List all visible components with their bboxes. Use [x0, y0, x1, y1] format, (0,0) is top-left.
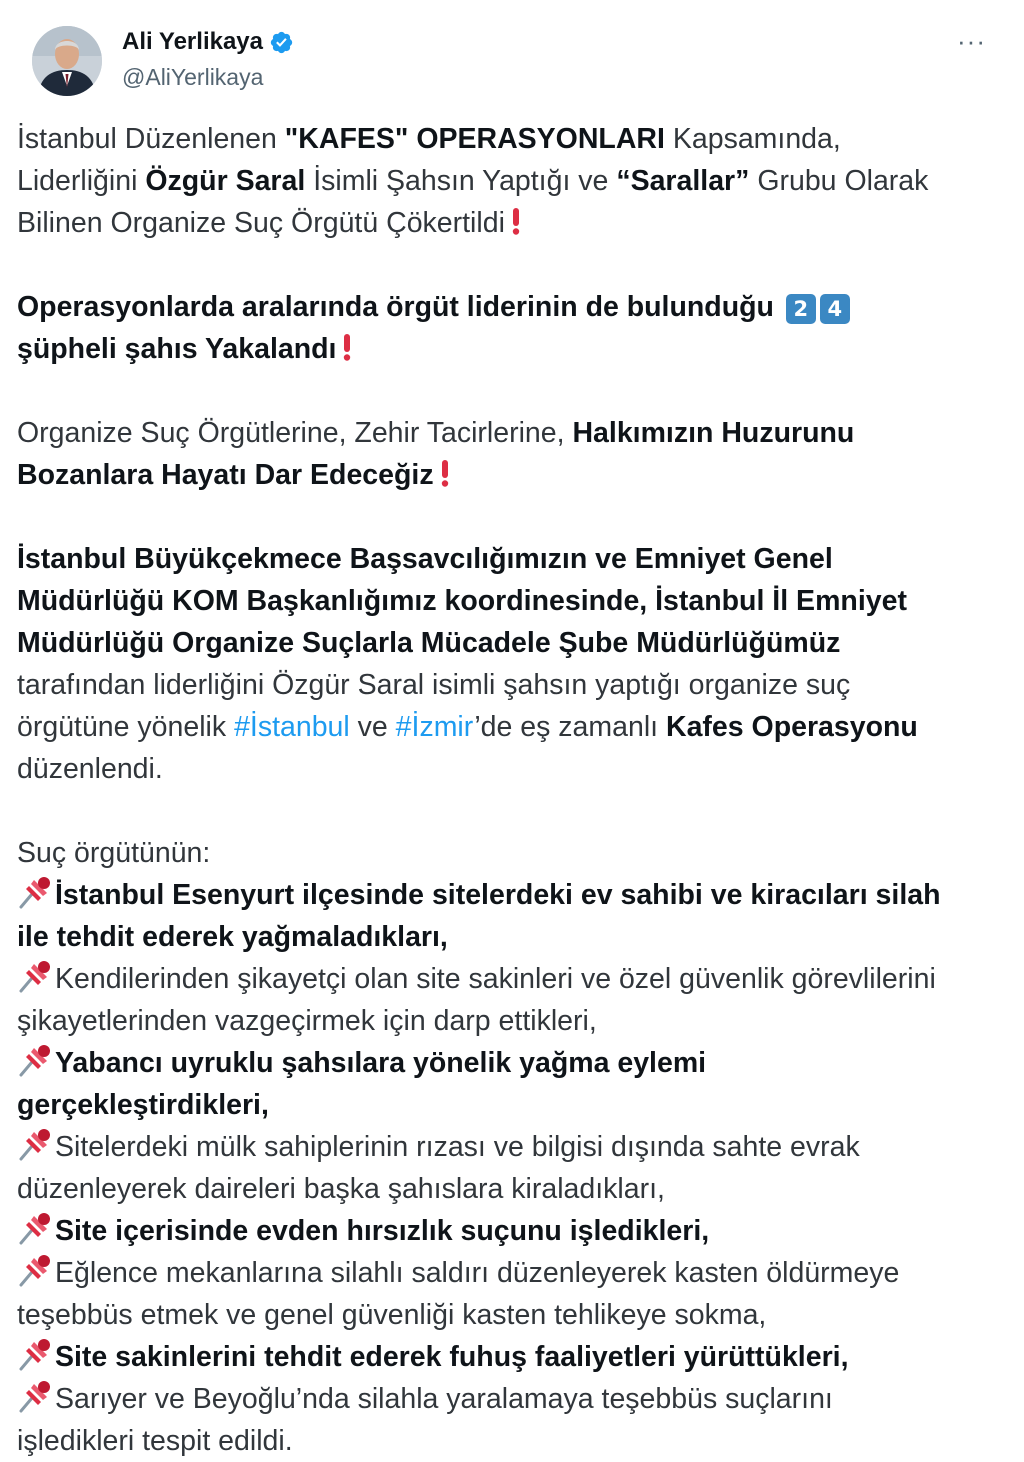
- list-item: [17, 1042, 1007, 1084]
- list-item: [17, 1210, 1007, 1252]
- text-span: Grubu Olarak: [749, 165, 929, 197]
- list-item: [17, 1336, 1007, 1378]
- text-span: Kapsamında,: [664, 123, 841, 155]
- text-line: [17, 328, 1007, 370]
- pushpin-icon: [17, 874, 53, 910]
- avatar[interactable]: [32, 26, 102, 96]
- text-span: İsimli Şahsın Yaptığı ve: [305, 165, 617, 197]
- text-line: [17, 454, 1007, 496]
- pushpin-icon: [17, 958, 53, 994]
- bold-span: Site sakinlerini tehdit ederek fuhuş faaliyetleri yürüttükleri,: [55, 1341, 849, 1373]
- bold-span: Kafes Operasyonu: [666, 711, 918, 743]
- text-line: Suç örgütünün:: [17, 837, 211, 869]
- bold-span: "KAFES" OPERASYONLARI: [284, 123, 665, 155]
- author-name-row: [122, 28, 294, 56]
- author-handle[interactable]: @AliYerlikaya: [122, 64, 264, 90]
- hashtag-istanbul-link[interactable]: #İstanbul: [234, 711, 350, 743]
- text-span: Organize Suç Örgütlerine, Zehir Tacirlerine,: [17, 417, 573, 449]
- exclamation-icon: [509, 206, 523, 236]
- list-item: [17, 1378, 1007, 1420]
- list-item: [17, 958, 1007, 1000]
- bold-span: Operasyonlarda aralarında örgüt liderinin de bulunduğu: [17, 291, 774, 323]
- text-span: Sitelerdeki mülk sahiplerinin rızası ve bilgisi dışında sahte evrak: [55, 1131, 860, 1163]
- more-options-icon[interactable]: ···: [957, 26, 986, 56]
- text-span: ve: [349, 711, 396, 743]
- bold-span: İstanbul Esenyurt ilçesinde sitelerdeki ev sahibi ve kiracıları silah: [55, 879, 941, 911]
- list-item: [17, 1126, 1007, 1168]
- hashtag-izmir-link[interactable]: #İzmir: [395, 711, 475, 743]
- text-line: tarafından liderliğini Özgür Saral isimli şahsın yaptığı organize suç: [17, 669, 851, 701]
- text-line: İstanbul Büyükçekmece Başsavcılığımızın ve Emniyet Genel: [17, 543, 833, 575]
- text-span: ’de eş zamanlı: [474, 711, 666, 743]
- pushpin-icon: [17, 1336, 53, 1372]
- tweet-header: [16, 0, 1008, 110]
- bold-span: Site içerisinde evden hırsızlık suçunu işledikleri,: [55, 1215, 710, 1247]
- text-span: Sarıyer ve Beyoğlu’nda silahla yaralamaya teşebbüs suçlarını: [55, 1383, 833, 1415]
- text-line: [17, 412, 1007, 454]
- verified-badge-icon: [269, 30, 294, 55]
- text-line: [17, 706, 1007, 748]
- list-item: [17, 1252, 1007, 1294]
- bold-span: Özgür Saral: [145, 165, 306, 197]
- text-span: Liderliğini: [17, 165, 146, 197]
- text-line: işledikleri tespit edildi.: [17, 1425, 293, 1457]
- text-line: [17, 286, 1007, 328]
- text-line: gerçekleştirdikleri,: [17, 1089, 269, 1121]
- pushpin-icon: [17, 1126, 53, 1162]
- keycap-digit-icon: 4: [820, 294, 850, 324]
- text-line: [17, 202, 1007, 244]
- text-span: Kendilerinden şikayetçi olan site sakinleri ve özel güvenlik görevlilerini: [55, 963, 936, 995]
- bold-span: Bozanlara Hayatı Dar Edeceğiz: [17, 459, 434, 491]
- text-line: teşebbüs etmek ve genel güvenliği kasten tehlikeye sokma,: [17, 1299, 767, 1331]
- pushpin-icon: [17, 1252, 53, 1288]
- bold-span: Halkımızın Huzurunu: [572, 417, 855, 449]
- text-line: [17, 160, 1007, 202]
- text-line: düzenleyerek daireleri başka şahıslara kiraladıkları,: [17, 1173, 665, 1205]
- text-span: Eğlence mekanlarına silahlı saldırı düzenleyerek kasten öldürmeye: [55, 1257, 900, 1289]
- bold-span: şüpheli şahıs Yakalandı: [17, 333, 337, 365]
- exclamation-icon: [340, 332, 354, 362]
- bold-span: “Sarallar”: [616, 165, 750, 197]
- text-line: Müdürlüğü Organize Suçlarla Mücadele Şube Müdürlüğümüz: [17, 627, 841, 659]
- text-line: ile tehdit ederek yağmaladıkları,: [17, 921, 448, 953]
- pushpin-icon: [17, 1042, 53, 1078]
- text-span: İstanbul Düzenlenen: [17, 123, 285, 155]
- text-line: Müdürlüğü KOM Başkanlığımız koordinesinde, İstanbul İl Emniyet: [17, 585, 907, 617]
- bold-span: Yabancı uyruklu şahsılara yönelik yağma eylemi: [55, 1047, 707, 1079]
- list-item: [17, 874, 1007, 916]
- avatar-portrait-icon: [32, 26, 102, 96]
- text-span: Bilinen Organize Suç Örgütü Çökertildi: [17, 207, 505, 239]
- exclamation-icon: [438, 458, 452, 488]
- text-line: [17, 118, 1007, 160]
- pushpin-icon: [17, 1378, 53, 1414]
- text-line: düzenlendi.: [17, 753, 163, 785]
- author-name[interactable]: Ali Yerlikaya: [122, 28, 263, 55]
- text-line: şikayetlerinden vazgeçirmek için darp ettikleri,: [17, 1005, 597, 1037]
- tweet-text: [17, 118, 1007, 1462]
- text-span: örgütüne yönelik: [17, 711, 235, 743]
- keycap-digit-icon: 2: [786, 294, 816, 324]
- pushpin-icon: [17, 1210, 53, 1246]
